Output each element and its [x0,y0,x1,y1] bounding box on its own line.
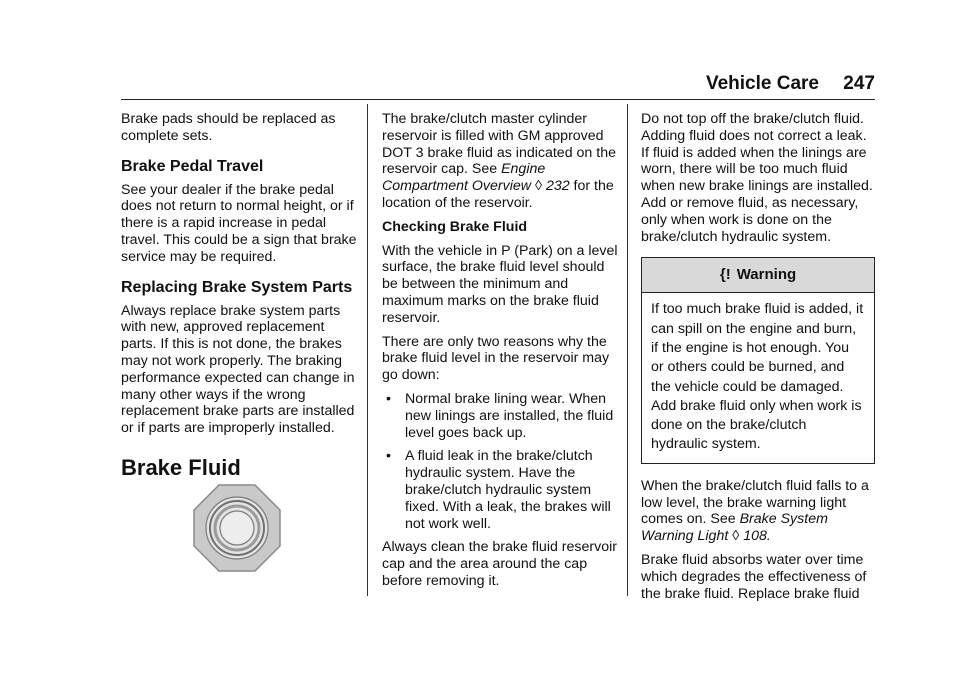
intro-text: Brake pads should be replaced as complete sets. [121,111,336,144]
column-divider [627,104,628,596]
engine-compartment-link[interactable]: Engine Compartment Overview [382,161,546,195]
page-ref-icon: ◊ [534,178,542,195]
absorbs-water-text: Brake fluid absorbs water over time which degrades the effectiveness of the brake fluid. Replace brake fluid [641,551,867,602]
section-title: Vehicle Care [705,73,819,94]
page-ref-icon: ◊ [732,528,740,545]
checking-fluid-heading: Checking Brake Fluid [382,218,528,235]
column-1 [121,111,359,481]
page-ref[interactable]: 108. [743,528,771,545]
page-number: 247 [843,73,875,94]
top-off-text: Do not top off the brake/clutch fluid. Adding fluid does not correct a leak. If fluid is added when the linings are worn, there will be too much fluid when new brake linings are installed. Add or remove fluid, as necessary, only when work is done on the brake/clutch hydraulic system. [641,111,873,245]
column-divider [367,104,368,596]
replacing-parts-text: Always replace brake system parts with new, approved replacement parts. If this is not done, the brakes may not work properly. The braking performance expected can change in many other ways if the wrong replacement brake parts are installed or if parts are improperly installed. [121,302,355,437]
list-item: • Normal brake lining wear. When new linings are installed, the fluid level goes back up. [386,390,614,441]
warning-box [641,257,875,463]
warning-title: Warning [736,265,797,283]
reasons-text: There are only two reasons why the brake fluid level in the reservoir may go down: [382,333,610,384]
checking-fluid-text: With the vehicle in P (Park) on a level surface, the brake fluid level should be between the minimum and maximum marks on the brake fluid reservoir. [382,242,618,326]
clean-cap-text: Always clean the brake fluid reservoir cap and the area around the cap before removing it. [382,539,617,589]
bullet-mark: • [386,390,391,407]
column-2 [382,111,618,597]
replacing-parts-heading: Replacing Brake System Parts [121,278,353,296]
brake-warning-light-link[interactable]: Brake System Warning Light [641,511,828,545]
pedal-travel-heading: Brake Pedal Travel [121,157,264,175]
bullet-mark: • [386,448,391,465]
page-ref[interactable]: 232 [545,178,570,195]
list-item: • A fluid leak in the brake/clutch hydraulic system. Have the brake/clutch hydraulic system fixed. With a leak, the brakes will not work well. [386,448,611,532]
header-rule [121,99,875,100]
page-header [121,73,875,99]
low-level-text: When the brake/clutch fluid falls to a low level, the brake warning light comes on. See Brake System Warning Light ◊ 108. [641,477,869,545]
brake-fluid-reservoir-cap-icon [193,484,281,572]
warning-text: If too much brake fluid is added, it can spill on the engine and burn, if the engine is hot enough. You or others could be burned, and the vehicle could be damaged. Add brake fluid only when work is done on the brake/clutch hydraulic system. [651,301,864,453]
warning-icon: {! [719,265,731,283]
pedal-travel-text: See your dealer if the brake pedal does not return to normal height, or if there is a rapid increase in pedal travel. This could be a sign that brake service may be required. [121,181,357,265]
column-3 [641,111,875,609]
brake-fluid-heading: Brake Fluid [121,454,241,480]
warning-header [642,258,874,293]
reservoir-text: The brake/clutch master cylinder reservoir is filled with GM approved DOT 3 brake fluid as indicated on the reservoir cap. See Engine Compartment Overview ◊ 232 for the location of the reservoir. [382,111,616,211]
